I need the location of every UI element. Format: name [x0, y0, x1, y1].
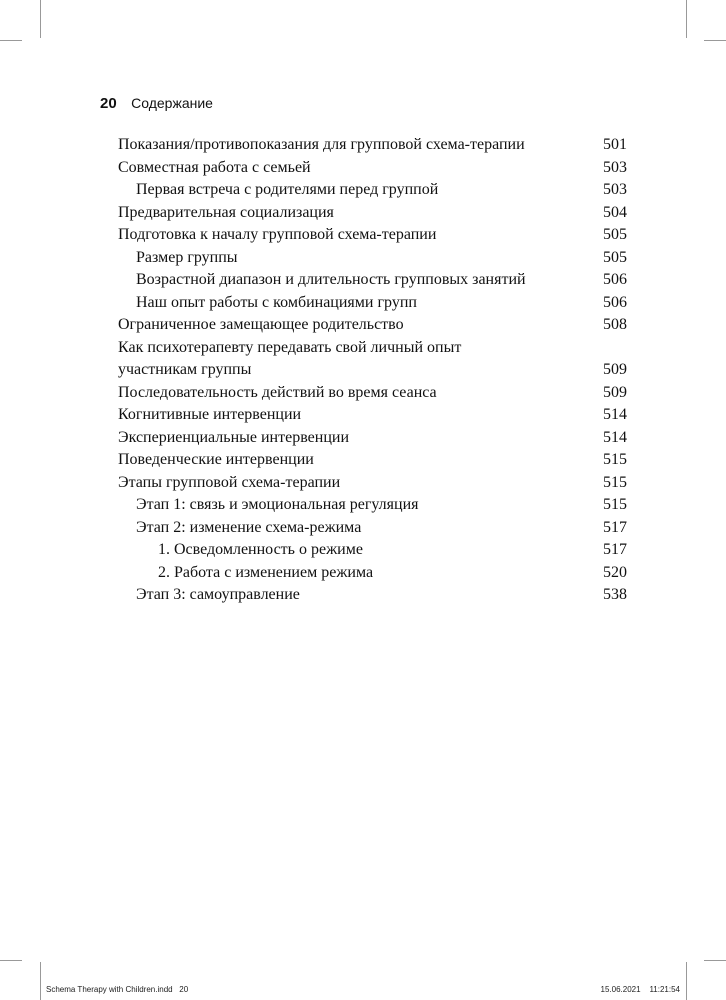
toc-entry	[118, 314, 627, 337]
toc-entry-title: Наш опыт работы с комбинациями групп	[136, 293, 417, 311]
page-number: 20	[100, 95, 117, 112]
toc-entry-page: 520	[603, 563, 627, 581]
toc-entry	[118, 404, 627, 427]
toc-entry	[118, 337, 627, 382]
toc-entry	[118, 494, 627, 517]
toc-entry	[118, 584, 627, 607]
toc-entry-title: Предварительная социализация	[118, 203, 334, 221]
toc-entry-title: Первая встреча с родителями перед группой	[136, 181, 439, 198]
crop-mark	[704, 40, 726, 41]
toc-entry-title: Возрастной диапазон и длительность групповых занятий	[136, 271, 526, 288]
toc-entry-title: 1. Осведомленность о режиме	[158, 541, 363, 558]
toc-entry-title: Последовательность действий во время сеанса	[118, 383, 437, 401]
toc-entry-title: Когнитивные интервенции	[118, 406, 302, 423]
footer-file-page: 20	[179, 985, 189, 994]
toc-entry-page: 515	[603, 451, 627, 468]
toc-entry	[118, 202, 627, 225]
footer-date: 15.06.2021	[600, 985, 641, 994]
crop-mark	[0, 960, 22, 961]
toc-entry	[118, 539, 627, 562]
footer-file	[46, 985, 188, 994]
toc-entry-page: 517	[603, 541, 627, 558]
crop-mark	[686, 962, 687, 1000]
toc-entry	[118, 517, 627, 540]
toc-entry	[118, 179, 627, 202]
toc-entry-page: 508	[603, 316, 627, 333]
crop-mark	[40, 962, 41, 1000]
toc-entry-title: Поведенческие интервенции	[118, 451, 314, 468]
crop-mark	[0, 40, 22, 41]
toc-entry-page: 517	[603, 518, 627, 536]
toc-entry-page: 514	[603, 406, 627, 423]
toc-entry-page: 506	[603, 293, 627, 311]
toc-entry-page: 515	[603, 473, 627, 491]
crop-mark	[40, 0, 41, 38]
toc-entry-title: Этапы групповой схема-терапии	[118, 473, 341, 491]
toc-entry-title: Совместная работа с семьей	[118, 158, 311, 176]
toc-entry-page: 514	[603, 428, 627, 446]
footer-timestamp	[601, 985, 680, 994]
toc-entry	[118, 382, 627, 405]
toc-entry	[118, 427, 627, 450]
toc-entry-page: 509	[603, 383, 627, 401]
toc-entry-title: Размер группы	[136, 248, 238, 266]
toc-entry-page: 505	[603, 248, 627, 266]
toc-entry-title: Этап 1: связь и эмоциональная регуляция	[136, 496, 419, 513]
toc-entry-title: Этап 3: самоуправление	[136, 586, 300, 603]
running-header	[100, 95, 213, 113]
toc-entry	[118, 224, 627, 247]
toc-entry-title: Экспериенциальные интервенции	[118, 428, 350, 446]
toc-entry-title: Как психотерапевту передавать свой личный опыт участникам группы	[118, 338, 462, 378]
toc-entry-page: 538	[603, 586, 627, 603]
crop-mark	[686, 0, 687, 38]
toc-entry-page: 515	[603, 496, 627, 513]
toc-entry-page: 503	[603, 158, 627, 176]
toc-entry-page: 504	[603, 203, 627, 221]
toc-entry-page: 509	[603, 361, 627, 378]
toc-entry-page: 503	[603, 181, 627, 198]
toc-entry	[118, 269, 627, 292]
toc-entry	[118, 472, 627, 495]
toc-entry	[118, 247, 627, 270]
toc-entry	[118, 157, 627, 180]
toc-entry	[118, 562, 627, 585]
running-title: Содержание	[131, 95, 213, 111]
toc-entry-title: 2. Работа с изменением режима	[158, 563, 374, 581]
toc-entry-title: Показания/противопоказания для групповой схема-терапии	[118, 136, 525, 153]
footer-time: 11:21:54	[649, 985, 680, 994]
toc-entry-page: 501	[603, 136, 627, 153]
toc-entry	[118, 134, 627, 157]
table-of-contents	[118, 134, 627, 607]
footer-filename: Schema Therapy with Children.indd	[46, 985, 173, 994]
crop-mark	[704, 960, 726, 961]
toc-entry	[118, 449, 627, 472]
toc-entry-title: Этап 2: изменение схема-режима	[136, 518, 362, 536]
toc-entry-title: Подготовка к началу групповой схема-терапии	[118, 226, 437, 243]
toc-entry-page: 506	[603, 271, 627, 288]
toc-entry-page: 505	[603, 226, 627, 243]
toc-entry	[118, 292, 627, 315]
toc-entry-title: Ограниченное замещающее родительство	[118, 316, 404, 333]
